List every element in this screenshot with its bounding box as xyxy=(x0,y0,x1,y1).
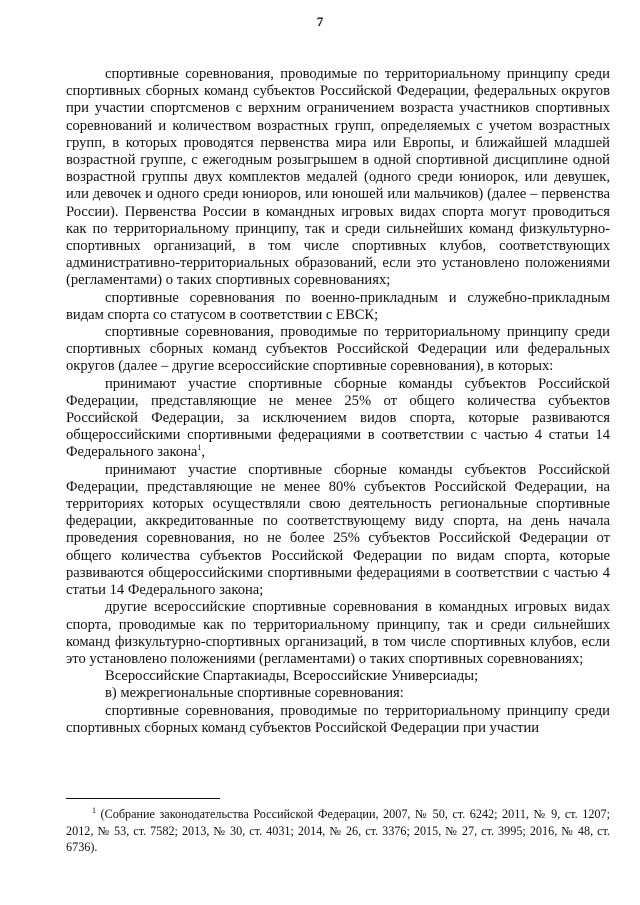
footnote-divider xyxy=(66,798,220,799)
document-body xyxy=(66,66,610,737)
paragraph-military-applied: спортивные соревнования по военно-прикладным и служебно-прикладным видам спорта со статусом в соответствии с ЕВСК; xyxy=(66,289,610,323)
paragraph-25-percent xyxy=(66,376,610,462)
paragraph-team-sports: другие всероссийские спортивные соревнования в командных игровых видах спорта, проводимые как по территориальному принципу, так и среди сильнейших команд физкультурно-спортивных организаций, в том числе спортивных клубов, если это установлено положениями (регламентами) о таких спортивных соревнованиях; xyxy=(66,599,610,667)
paragraph-80-percent: принимают участие спортивные сборные команды субъектов Российской Федерации, представляющие не менее 80% субъектов Российской Федерации, на территориях которых осуществляли свою деятельность региональные спортивные федерации, аккредитованные по соответствующему виду спорта, на день начала проведения соревнования, но не более 25% субъектов Российской Федерации от общего количества субъектов Российской Федерации по видам спорта, которые развиваются общероссийскими спортивными федерациями в соответствии с частью 4 статьи 14 Федерального закона; xyxy=(66,461,610,599)
footnote-reference-comma: , xyxy=(201,444,206,461)
paragraph-spartakiads: Всероссийские Спартакиады, Всероссийские Универсиады; xyxy=(105,668,479,685)
paragraph-junior-championships: спортивные соревнования, проводимые по территориальному принципу среди спортивных сборных команд субъектов Российской Федерации, федеральных округов при участии спортсменов с верхним ограничением возраста участников спортивных соревнований и количеством возрастных групп, определяемых с учетом возрастных групп, в которых проводятся первенства мира или Европы, и ближайшей младшей возрастной группе, с ежегодным розыгрышем в одной спортивной дисциплине одной возрастной группы двух комплектов медалей (одного среди юниорок, или девушек, или девочек и одного среди юниоров, или юношей или мальчиков) (далее – первенства России). Первенства России в командных игровых видах спорта могут проводиться как по территориальному принципу, так и среди сильнейших команд физкультурно-спортивных организаций, в том числе спортивных клубов, соответствующих административно-территориальных образований, если это установлено положениями (регламентами) о таких спортивных соревнованиях; xyxy=(66,66,610,289)
footnote-text: (Собрание законодательства Российской Федерации, 2007, № 50, ст. 6242; 2011, № 9, ст. 1207; 2012, № 53, ст. 7582; 2013, № 30, ст. 4031; 2014, № 26, ст. 3376; 2015, № 27, ст. 3995; 2016, № 48, ст. 6736). xyxy=(66,807,611,855)
footnote-marker: 1 xyxy=(92,805,96,815)
footnote-reference: 1 xyxy=(197,443,202,453)
paragraph-interregional: спортивные соревнования, проводимые по территориальному принципу среди спортивных сборных команд субъектов Российской Федерации при участии xyxy=(66,702,610,736)
paragraph-other-competitions: спортивные соревнования, проводимые по территориальному принципу среди спортивных сборных команд субъектов Российской Федерации или федеральных округов (далее – другие всероссийские спортивные соревнования), в которых: xyxy=(66,324,610,375)
paragraph-interregional-heading: в) межрегиональные спортивные соревнования: xyxy=(105,685,404,702)
page-number: 7 xyxy=(316,14,324,29)
footnote xyxy=(66,806,610,856)
paragraph-25-percent-text: принимают участие спортивные сборные команды субъектов Российской Федерации, представляющие не менее 25% от общего количества субъектов Российской Федерации, за исключением видов спорта, которые развиваются общероссийскими спортивными федерациями в соответствии с частью 4 статьи 14 Федерального закона xyxy=(66,375,610,461)
footnote-paragraph xyxy=(66,806,610,856)
